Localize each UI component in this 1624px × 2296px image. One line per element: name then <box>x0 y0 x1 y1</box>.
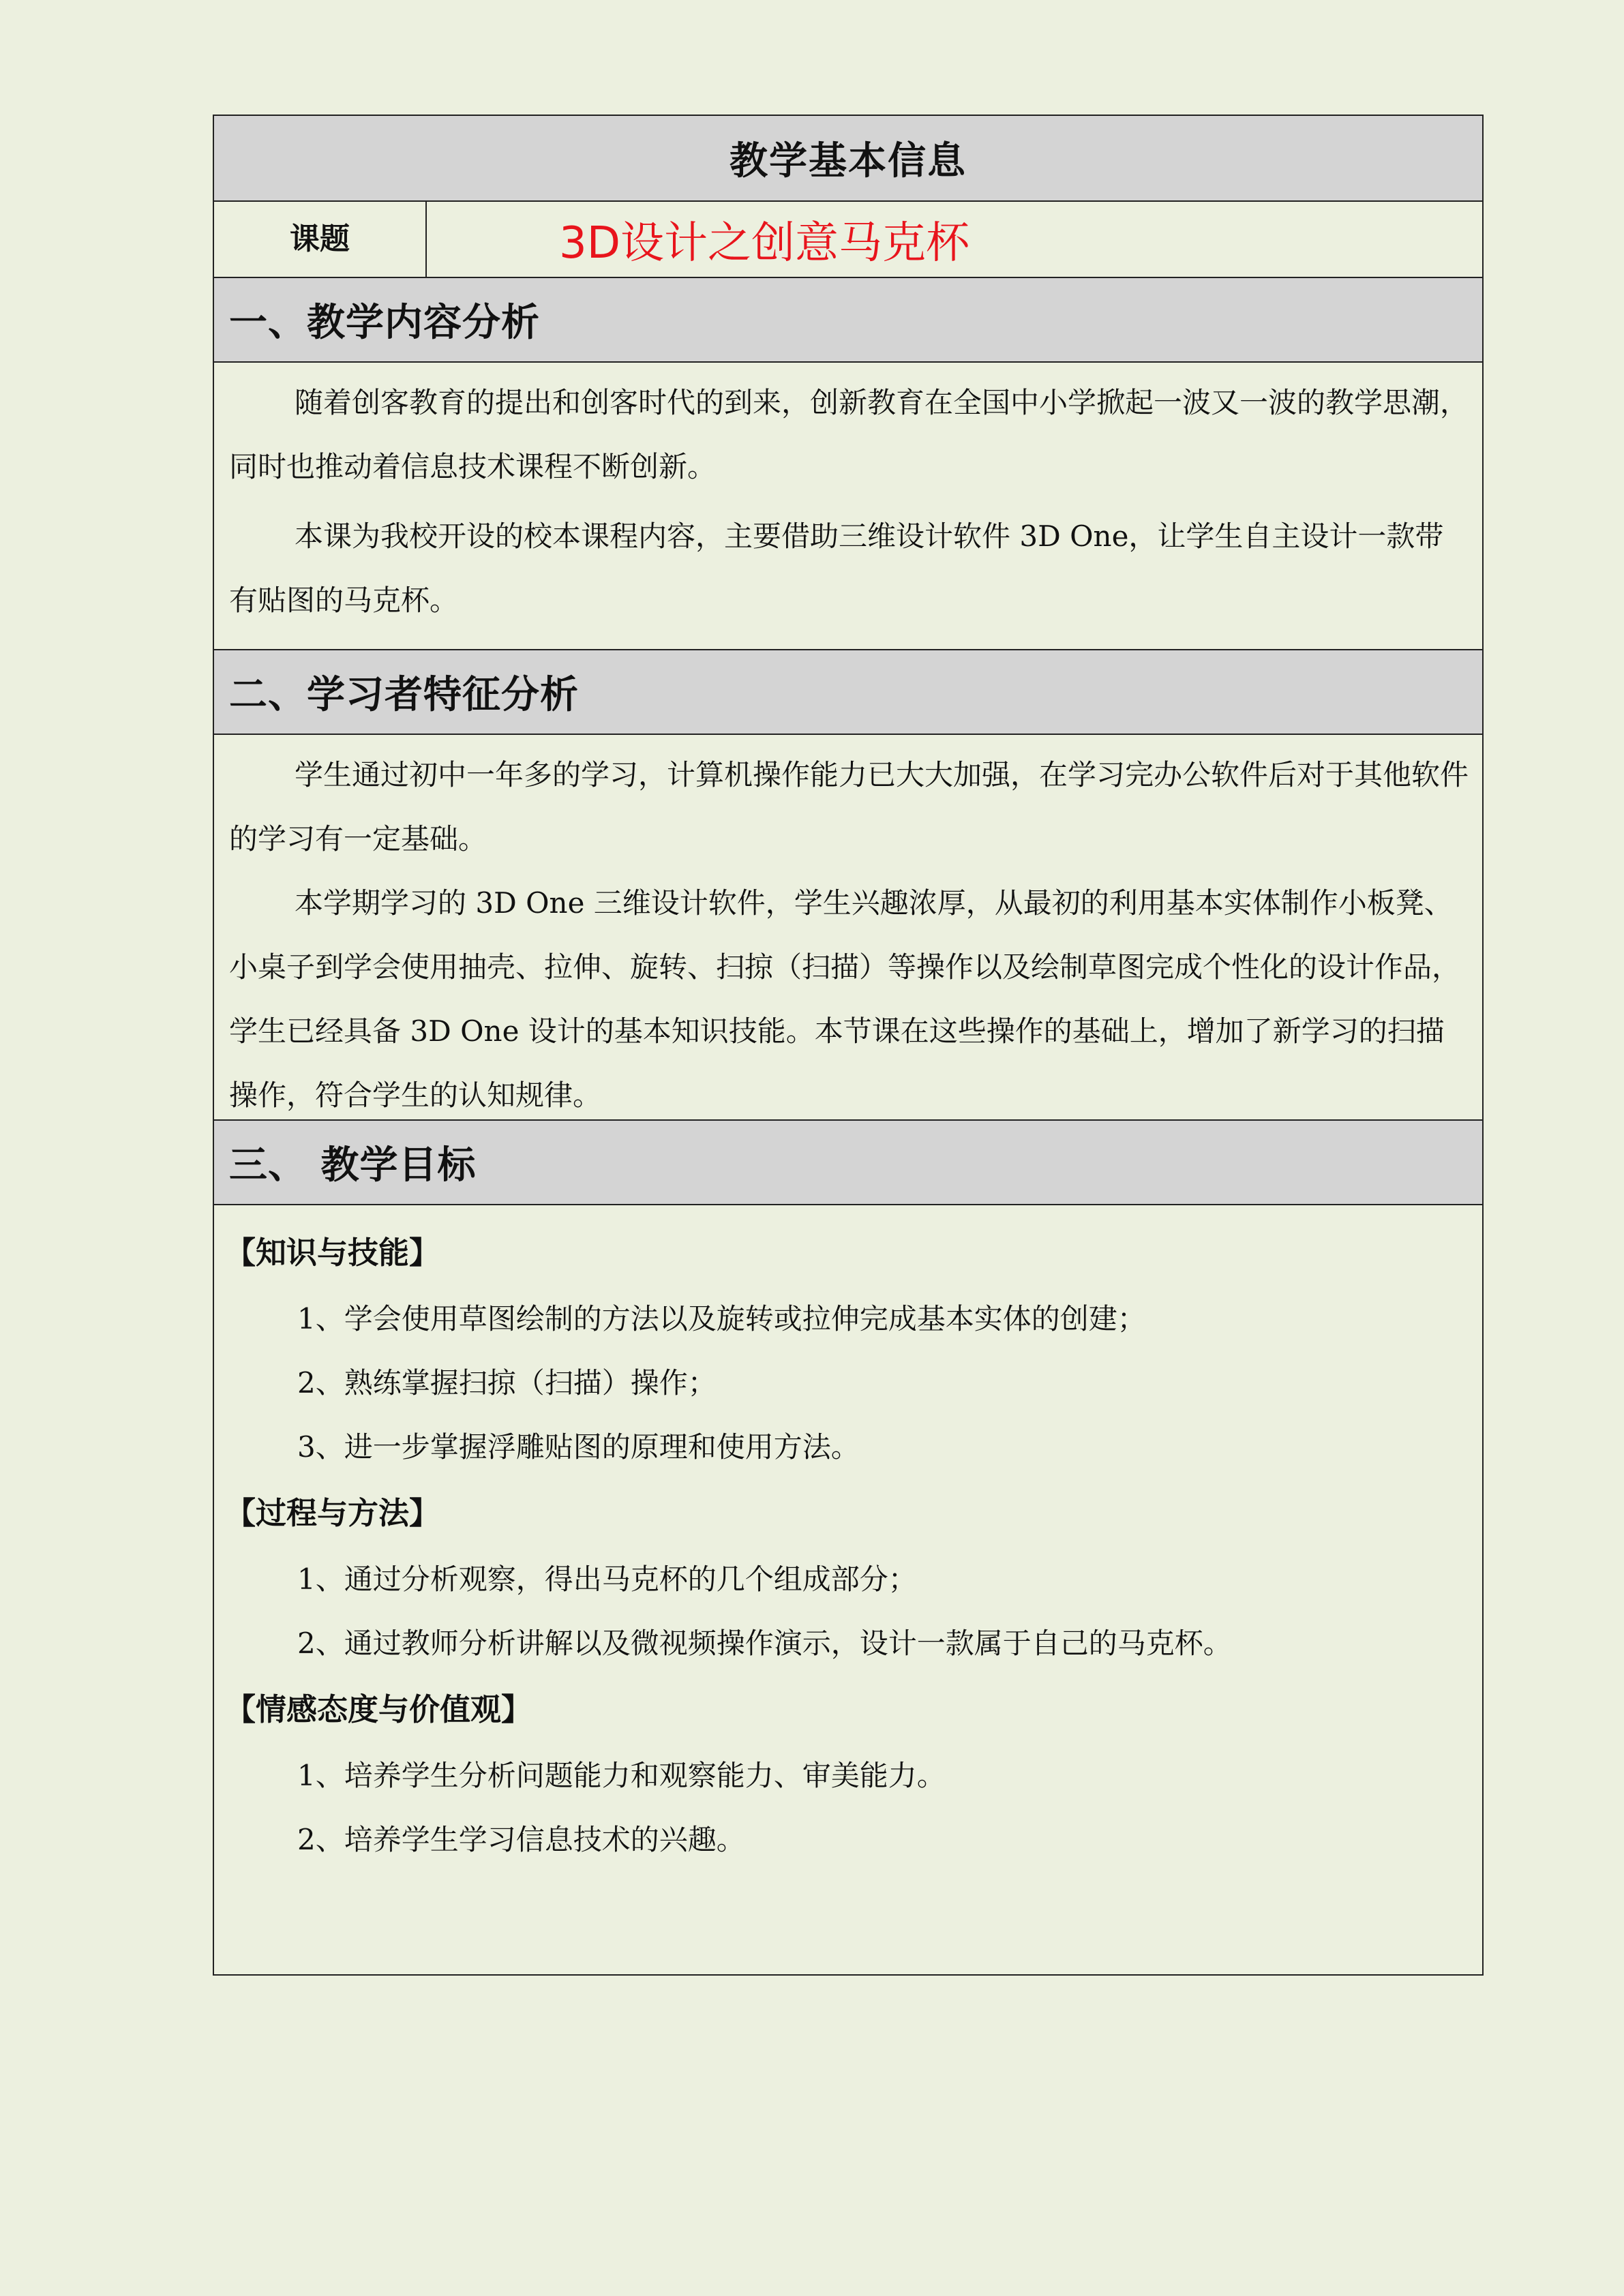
table-title: 教学基本信息 <box>730 139 967 183</box>
objective-item: 1、学会使用草图绘制的方法以及旋转或拉伸完成基本实体的创建； <box>297 1302 1146 1335</box>
table-title-row <box>214 116 1482 202</box>
objective-group-title: 【过程与方法】 <box>225 1495 440 1531</box>
objectives-body <box>214 1205 1482 1974</box>
objective-group-title: 【知识与技能】 <box>225 1235 440 1271</box>
content-analysis-paragraph: 本课为我校开设的校本课程内容，主要借助三维设计软件 3D One，让学生自主设计一款带有贴图的马克杯。 <box>229 519 1444 617</box>
lesson-plan-table <box>213 115 1484 1976</box>
objective-item: 1、培养学生分析问题能力和观察能力、审美能力。 <box>297 1759 946 1792</box>
section-heading-learner-analysis: 二、学习者特征分析 <box>214 650 1482 735</box>
content-analysis-body <box>214 363 1482 650</box>
objective-group-title: 【情感态度与价值观】 <box>225 1691 532 1727</box>
section-heading-objectives: 三、 教学目标 <box>214 1121 1482 1205</box>
objective-item: 2、培养学生学习信息技术的兴趣。 <box>297 1823 745 1856</box>
content-analysis-paragraph: 随着创客教育的提出和创客时代的到来，创新教育在全国中小学掀起一波又一波的教学思潮，同时也推动着信息技术课程不断创新。 <box>229 386 1469 483</box>
objective-item: 2、通过教师分析讲解以及微视频操作演示，设计一款属于自己的马克杯。 <box>297 1627 1232 1660</box>
objective-item: 3、进一步掌握浮雕贴图的原理和使用方法。 <box>297 1430 860 1464</box>
topic-label: 课题 <box>214 202 427 277</box>
section-heading-content-analysis: 一、教学内容分析 <box>214 278 1482 363</box>
topic-value: 3D设计之创意马克杯 <box>559 218 969 269</box>
objective-item: 2、熟练掌握扫掠（扫描）操作； <box>297 1366 717 1400</box>
learner-analysis-paragraph: 本学期学习的 3D One 三维设计软件，学生兴趣浓厚，从最初的利用基本实体制作小板凳、小桌子到学会使用抽壳、拉伸、旋转、扫掠（扫描）等操作以及绘制草图完成个性化的设计作品，学生已经具备 3D One 设计的基本知识技能。本节课在这些操作的基础上，增加了新学习的扫描操作，符合学生的认知规律。 <box>229 886 1461 1112</box>
learner-analysis-body <box>214 735 1482 1121</box>
topic-row <box>214 202 1482 278</box>
learner-analysis-paragraph: 学生通过初中一年多的学习，计算机操作能力已大大加强，在学习完办公软件后对于其他软件的学习有一定基础。 <box>229 758 1469 856</box>
objective-item: 1、通过分析观察，得出马克杯的几个组成部分； <box>297 1562 917 1596</box>
